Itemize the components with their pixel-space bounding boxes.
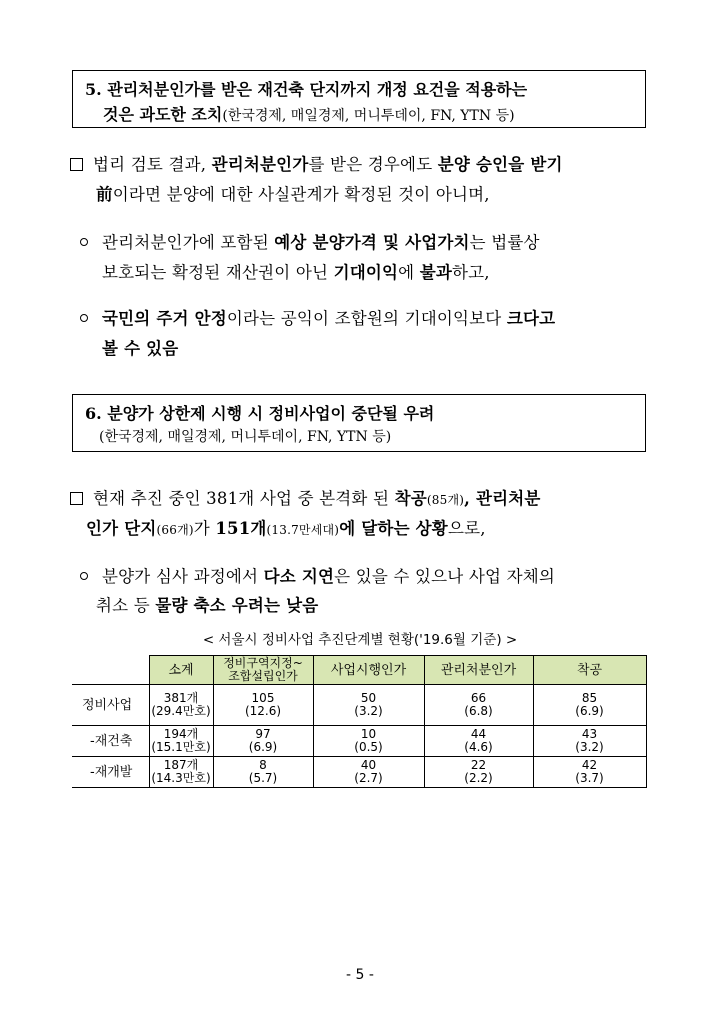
section6-title: 6. 분양가 상한제 시행 시 정비사업이 중단될 우려 xyxy=(85,404,435,423)
table-cell: 43 (3.2) xyxy=(533,726,646,757)
table-cell: 194개 (15.1만호) xyxy=(149,726,213,757)
checkbox-square-icon xyxy=(70,158,83,171)
text-run: (66개) xyxy=(156,523,194,537)
text-run: 관리처분인가 xyxy=(211,155,309,174)
table-row xyxy=(72,726,646,757)
text-run: , 관리처분 xyxy=(464,489,541,508)
table-header-subtotal: 소계 xyxy=(149,656,213,685)
row-label: -재개발 xyxy=(72,757,149,788)
text-run: 현재 추진 중인 381개 사업 중 본격화 된 xyxy=(93,489,395,508)
section5-para-line2 xyxy=(96,181,490,205)
text-run: 이라면 분양에 대한 사실관계가 확정된 것이 아니며, xyxy=(112,185,490,204)
table-cell: 50 (3.2) xyxy=(313,685,424,726)
text-run: (85개) xyxy=(426,493,465,507)
text-run: 볼 수 있음 xyxy=(102,339,179,358)
text-run: 를 받은 경우에도 xyxy=(308,155,438,174)
table-cell: 85 (6.9) xyxy=(533,685,646,726)
text-run: 은 있을 수 있으나 사업 자체의 xyxy=(334,567,556,586)
table-caption: < 서울시 정비사업 추진단계별 현황('19.6월 기준) > xyxy=(202,632,518,648)
table-header-project-approval: 사업시행인가 xyxy=(313,656,424,685)
table-cell: 44 (4.6) xyxy=(424,726,533,757)
text-run: 불과 xyxy=(419,263,453,282)
text-run: 으로, xyxy=(447,519,486,538)
section6-bullet1-line2 xyxy=(96,592,318,616)
text-run: 착공 xyxy=(394,489,427,508)
section5-bullet2-line2 xyxy=(102,335,178,359)
text-run: 기대이익 xyxy=(333,263,399,282)
section5-bullet1-line2 xyxy=(102,259,490,283)
text-run: 법리 검토 결과, xyxy=(93,155,212,174)
section6-para-line2 xyxy=(86,515,486,539)
table-row xyxy=(72,685,646,726)
table-cell: 66 (6.8) xyxy=(424,685,533,726)
table-cell: 8 (5.7) xyxy=(213,757,313,788)
text-run: 예상 분양가격 및 사업가치 xyxy=(274,233,470,252)
table-header-management-approval: 관리처분인가 xyxy=(424,656,533,685)
section6-header-box xyxy=(72,394,646,452)
page-number: - 5 - xyxy=(346,967,374,983)
section5-header-box xyxy=(72,70,646,128)
text-run: (13.7만세대) xyxy=(266,523,340,537)
table-cell: 10 (0.5) xyxy=(313,726,424,757)
text-run: 물량 축소 우려는 낮음 xyxy=(155,596,319,615)
text-run: 크다고 xyxy=(506,309,556,328)
text-run: 前 xyxy=(96,185,113,204)
status-table xyxy=(72,655,647,788)
row-label: -재건축 xyxy=(72,726,149,757)
text-run: 취소 등 xyxy=(96,596,156,615)
text-run: 분양 승인을 받기 xyxy=(437,155,563,174)
table-header-construction: 착공 xyxy=(533,656,646,685)
circle-bullet-icon xyxy=(80,572,88,580)
table-cell: 187개 (14.3만호) xyxy=(149,757,213,788)
table-cell: 105 (12.6) xyxy=(213,685,313,726)
section6-bullet1-line1 xyxy=(80,563,555,587)
table-cell: 381개 (29.4만호) xyxy=(149,685,213,726)
section5-title: 5. 관리처분인가를 받은 재건축 단지까지 개정 요건을 적용하는 xyxy=(85,80,528,99)
text-run: 이라는 공익이 조합원의 기대이익보다 xyxy=(226,309,507,328)
table-cell: 22 (2.2) xyxy=(424,757,533,788)
circle-bullet-icon xyxy=(80,314,88,322)
text-run: 는 법률상 xyxy=(469,233,540,252)
text-run: 분양가 심사 과정에서 xyxy=(102,567,264,586)
text-run: 국민의 주거 안정 xyxy=(102,309,227,328)
text-run: 가 xyxy=(193,519,216,538)
section5-bullet2-line1 xyxy=(80,305,555,329)
circle-bullet-icon xyxy=(80,238,88,246)
table-cell: 97 (6.9) xyxy=(213,726,313,757)
text-run: 하고, xyxy=(452,263,490,282)
text-run: 151개 xyxy=(215,519,267,538)
table-header-blank xyxy=(72,656,149,685)
text-run: 에 달하는 상황 xyxy=(339,519,448,538)
table-header-designation: 정비구역지정~ 조합설립인가 xyxy=(213,656,313,685)
row-label: 정비사업 xyxy=(72,685,149,726)
table-cell: 42 (3.7) xyxy=(533,757,646,788)
table-row xyxy=(72,757,646,788)
table-cell: 40 (2.7) xyxy=(313,757,424,788)
checkbox-square-icon xyxy=(70,492,83,505)
text-run: 보호되는 확정된 재산권이 아닌 xyxy=(102,263,334,282)
section6-para-line1 xyxy=(70,485,541,509)
text-run: 관리처분인가에 포함된 xyxy=(102,233,275,252)
text-run: 다소 지연 xyxy=(263,567,335,586)
text-run: 에 xyxy=(398,263,420,282)
text-run: 인가 단지 xyxy=(86,519,157,538)
section6-sources: (한국경제, 매일경제, 머니투데이, FN, YTN 등) xyxy=(99,429,392,445)
section5-bullet1-line1 xyxy=(80,229,540,253)
section5-para-line1 xyxy=(70,151,563,175)
table-header-row xyxy=(72,656,646,685)
section5-title-line2 xyxy=(103,102,515,125)
section5-sources: (한국경제, 매일경제, 머니투데이, FN, YTN 등) xyxy=(222,108,515,124)
section5-title-bold: 것은 과도한 조치 xyxy=(103,105,223,124)
